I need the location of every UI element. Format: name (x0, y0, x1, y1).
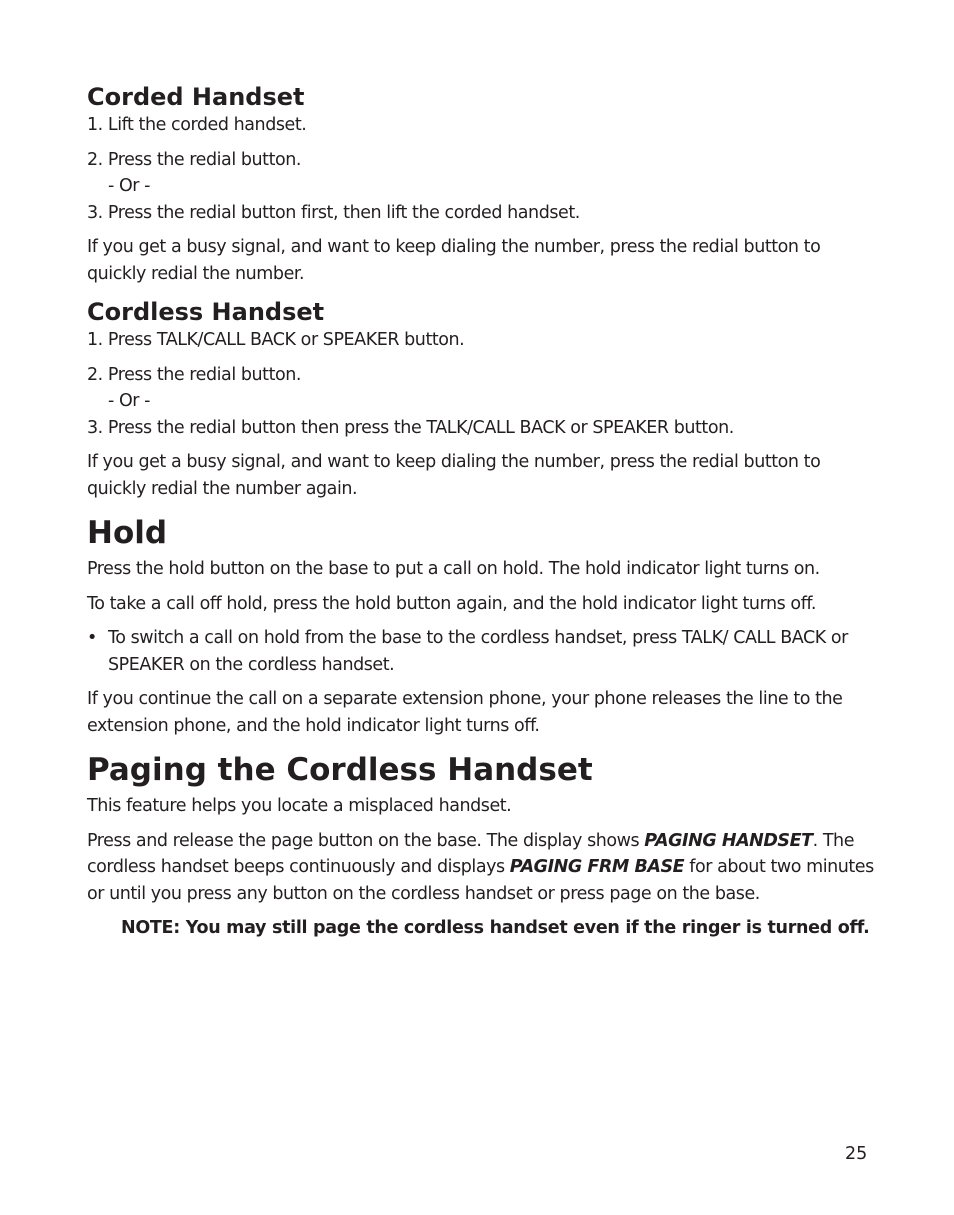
page-number: 25 (845, 1144, 868, 1164)
paging-text-3: for about two minutes or until you press any button on the cordless handset or press page on the base. (87, 857, 874, 904)
bullet-icon: • (87, 628, 97, 648)
cordless-step-2: 2. Press the redial button. (87, 364, 301, 385)
manual-page (87, 82, 877, 942)
cordless-step-1: 1. Press TALK/CALL BACK or SPEAKER button. (87, 330, 465, 350)
cordless-busy-paragraph: If you get a busy signal, and want to keep dialing the number, press the redial button to quickly redial the number again. (87, 452, 821, 499)
hold-bullet-text: To switch a call on hold from the base to the cordless handset, press TALK/ CALL BACK or SPEAKER on the cordless handset. (108, 628, 848, 675)
paging-note: NOTE: You may still page the cordless handset even if the ringer is turned off. (121, 918, 870, 938)
corded-step-3: 3. Press the redial button first, then lift the corded handset. (87, 202, 580, 223)
hold-bullet-item (87, 625, 877, 678)
paging-display-text-1: PAGING HANDSET (644, 830, 813, 851)
paging-heading: Paging the Cordless Handset (87, 752, 593, 788)
paging-paragraph (87, 828, 877, 908)
cordless-or-separator: - Or - (108, 391, 151, 411)
corded-busy-paragraph: If you get a busy signal, and want to keep dialing the number, press the redial button to quickly redial the number. (87, 237, 821, 284)
corded-or-separator: - Or - (108, 176, 151, 196)
corded-step-1: 1. Lift the corded handset. (87, 115, 307, 135)
cordless-step-3: 3. Press the redial button then press the TALK/CALL BACK or SPEAKER button. (87, 417, 734, 438)
hold-heading: Hold (87, 515, 168, 551)
hold-paragraph-3: If you continue the call on a separate extension phone, your phone releases the line to the extension phone, and the hold indicator light turns off. (87, 689, 843, 736)
hold-paragraph-1: Press the hold button on the base to put a call on hold. The hold indicator light turns on. (87, 559, 820, 579)
paging-text-2: . The cordless handset beeps continuously and displays (87, 830, 855, 877)
hold-paragraph-2: To take a call off hold, press the hold button again, and the hold indicator light turns off. (87, 593, 816, 614)
cordless-handset-heading: Cordless Handset (87, 298, 325, 326)
corded-handset-heading: Corded Handset (87, 83, 305, 111)
paging-text-1: Press and release the page button on the base. The display shows (87, 830, 645, 851)
paging-display-text-2: PAGING FRM BASE (509, 857, 685, 877)
corded-step-2: 2. Press the redial button. (87, 149, 301, 170)
paging-intro: This feature helps you locate a misplaced handset. (87, 796, 512, 816)
